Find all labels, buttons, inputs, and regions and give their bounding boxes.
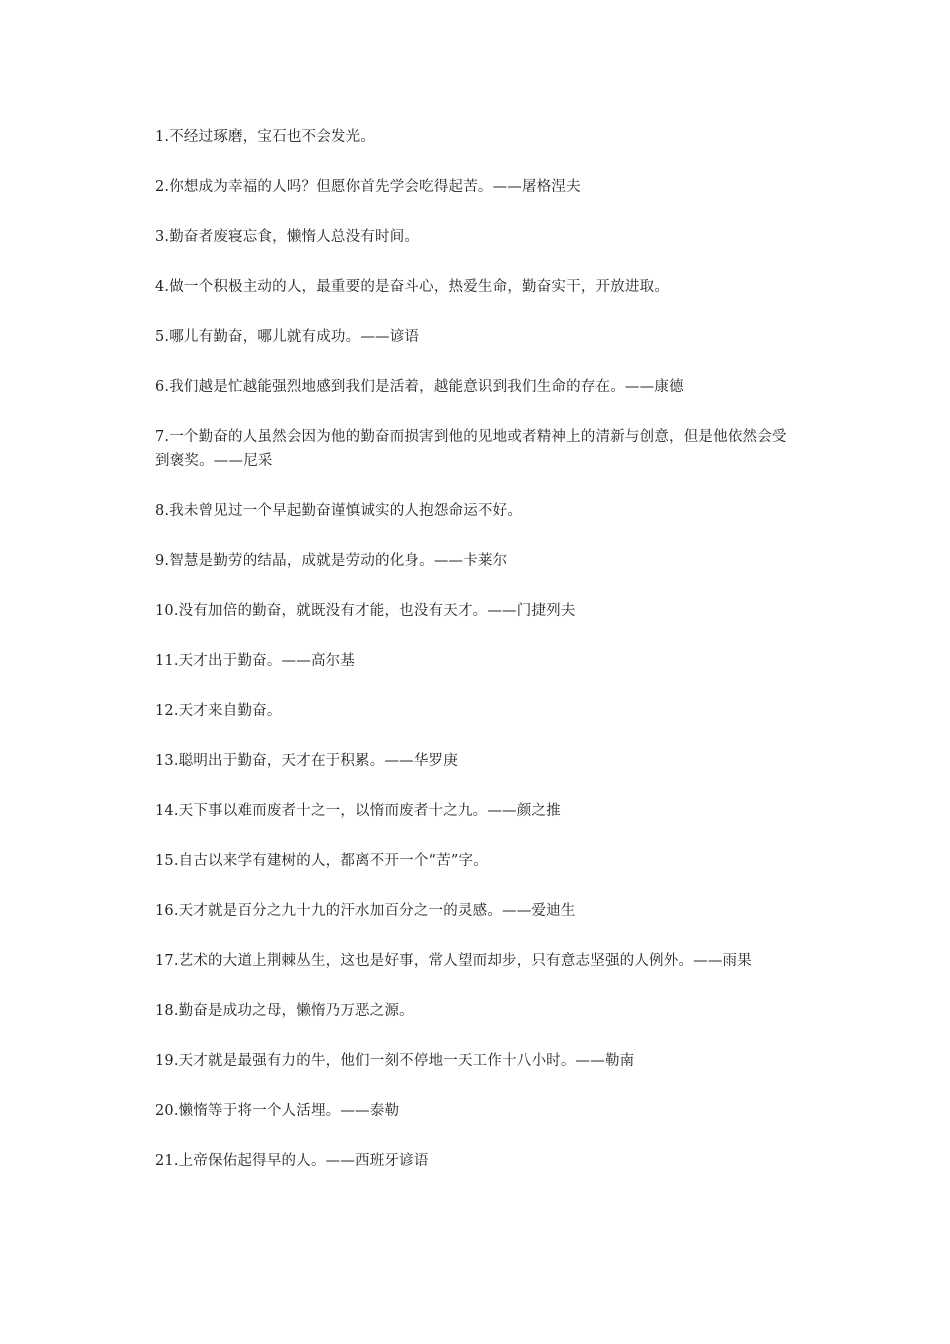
quote-item: 11.天才出于勤奋。——高尔基 xyxy=(155,653,356,669)
quote-item: 1.不经过琢磨，宝石也不会发光。 xyxy=(155,129,376,145)
quote-item: 16.天才就是百分之九十九的汗水加百分之一的灵感。——爱迪生 xyxy=(155,903,576,919)
quote-item: 10.没有加倍的勤奋，就既没有才能，也没有天才。——门捷列夫 xyxy=(155,603,576,619)
quote-item: 20.懒惰等于将一个人活埋。——泰勒 xyxy=(155,1103,400,1119)
quote-item: 12.天才来自勤奋。 xyxy=(155,703,282,719)
quote-item: 2.你想成为幸福的人吗？但愿你首先学会吃得起苦。——屠格涅夫 xyxy=(155,179,581,195)
quote-item: 8.我未曾见过一个早起勤奋谨慎诚实的人抱怨命运不好。 xyxy=(155,503,523,519)
quote-item: 19.天才就是最强有力的牛，他们一刻不停地一天工作十八小时。——勒南 xyxy=(155,1053,635,1069)
quote-item: 17.艺术的大道上荆棘丛生，这也是好事，常人望而却步，只有意志坚强的人例外。——雨果 xyxy=(155,953,752,969)
quote-item: 5.哪儿有勤奋，哪儿就有成功。——谚语 xyxy=(155,329,420,345)
quote-item: 21.上帝保佑起得早的人。——西班牙谚语 xyxy=(155,1153,429,1169)
quote-item: 15.自古以来学有建树的人，都离不开一个“苦”字。 xyxy=(155,853,488,869)
quote-item: 14.天下事以难而废者十之一，以惰而废者十之九。——颜之推 xyxy=(155,803,561,819)
quote-item: 3.勤奋者废寝忘食，懒惰人总没有时间。 xyxy=(155,229,420,245)
quote-item: 7.一个勤奋的人虽然会因为他的勤奋而损害到他的见地或者精神上的清新与创意，但是他依然会受到褒奖。——尼采 xyxy=(155,429,787,469)
quote-list xyxy=(155,125,795,1199)
quote-item: 13.聪明出于勤奋，天才在于积累。——华罗庚 xyxy=(155,753,458,769)
quote-item: 4.做一个积极主动的人，最重要的是奋斗心，热爱生命，勤奋实干，开放进取。 xyxy=(155,279,670,295)
quote-item: 18.勤奋是成功之母，懒惰乃万恶之源。 xyxy=(155,1003,414,1019)
quote-item: 9.智慧是勤劳的结晶，成就是劳动的化身。——卡莱尔 xyxy=(155,553,508,569)
quote-item: 6.我们越是忙越能强烈地感到我们是活着，越能意识到我们生命的存在。——康德 xyxy=(155,379,684,395)
